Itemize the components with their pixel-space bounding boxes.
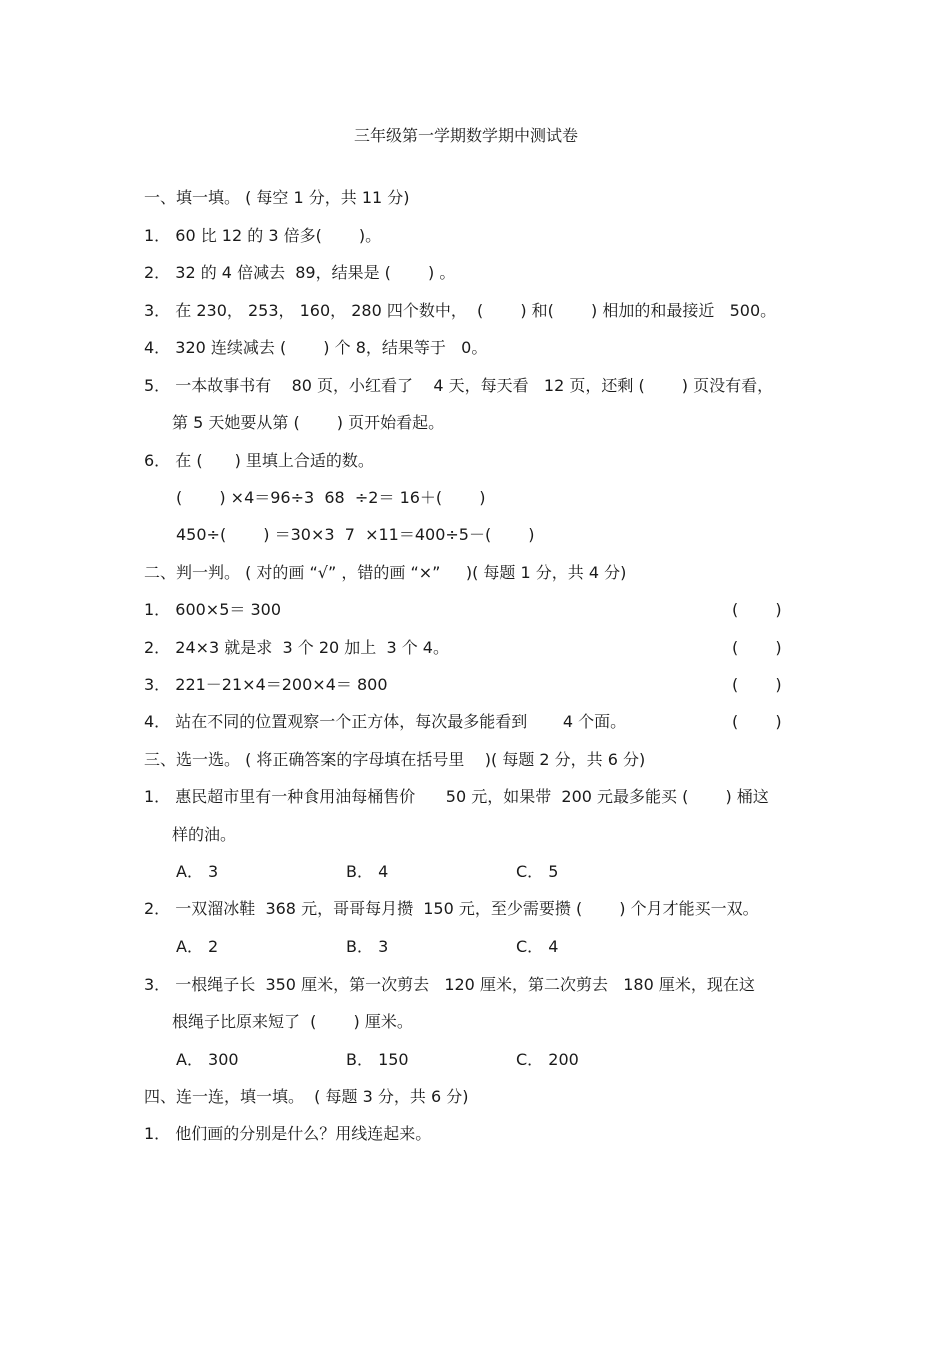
- choice-question-1-line-1: 1． 惠民超市里有一种食用油每桶售价 50 元，如果带 200 元最多能买 ( ) 桶这: [144, 787, 769, 806]
- choice-1-option-a: A． 3: [176, 862, 219, 881]
- choice-question-2: 2． 一双溜冰鞋 368 元，哥哥每月攒 150 元，至少需要攒 ( ) 个月才能买一双。: [144, 899, 759, 918]
- judge-item-2: 2． 24×3 就是求 3 个 20 加上 3 个 4。: [144, 638, 449, 657]
- judge-answer-2: ( ): [732, 638, 782, 657]
- choice-3-option-a: A． 300: [176, 1050, 239, 1069]
- question-1-2: 2． 32 的 4 倍减去 89，结果是 ( ) 。: [144, 263, 456, 282]
- matching-question-1: 1． 他们画的分别是什么？用线连起来。: [144, 1124, 432, 1143]
- question-1-5-line-2: 第 5 天她要从第 ( ) 页开始看起。: [172, 413, 445, 432]
- question-1-3: 3． 在 230， 253， 160， 280 四个数中， ( ) 和( ) 相加的和最接近 500。: [144, 301, 777, 320]
- choice-2-option-a: A． 2: [176, 937, 219, 956]
- choice-question-3-line-1: 3． 一根绳子长 350 厘米，第一次剪去 120 厘米，第二次剪去 180 厘米，现在这: [144, 975, 755, 994]
- judge-item-3: 3． 221－21×4＝200×4＝ 800: [144, 675, 388, 694]
- judge-item-4: 4． 站在不同的位置观察一个正方体，每次最多能看到 4 个面。: [144, 712, 627, 731]
- judge-item-1: 1． 600×5＝ 300: [144, 600, 282, 619]
- section-2-heading: 二、判一判。 ( 对的画 “√” ，错的画 “×” )( 每题 1 分，共 4 分): [144, 563, 627, 582]
- choice-3-option-b: B． 150: [346, 1050, 409, 1069]
- choice-1-option-b: B． 4: [346, 862, 389, 881]
- judge-answer-4: ( ): [732, 712, 782, 731]
- judge-answer-3: ( ): [732, 675, 782, 694]
- question-1-6-row-1: ( ) ×4＝96÷3 68 ÷2＝ 16＋( ): [176, 488, 486, 507]
- question-1-6: 6． 在 ( ) 里填上合适的数。: [144, 451, 374, 470]
- question-1-1: 1． 60 比 12 的 3 倍多( )。: [144, 226, 382, 245]
- section-3-heading: 三、选一选。 ( 将正确答案的字母填在括号里 )( 每题 2 分，共 6 分): [144, 750, 646, 769]
- choice-2-option-c: C． 4: [516, 937, 559, 956]
- judge-answer-1: ( ): [732, 600, 782, 619]
- question-1-5-line-1: 5． 一本故事书有 80 页，小红看了 4 天，每天看 12 页，还剩 ( ) 页没有看，: [144, 376, 774, 395]
- choice-question-3-line-2: 根绳子比原来短了 ( ) 厘米。: [172, 1012, 413, 1031]
- choice-3-option-c: C． 200: [516, 1050, 579, 1069]
- page-title: 三年级第一学期数学期中测试卷: [353, 126, 578, 145]
- choice-2-option-b: B． 3: [346, 937, 389, 956]
- choice-question-1-line-2: 样的油。: [172, 825, 237, 844]
- choice-1-option-c: C． 5: [516, 862, 559, 881]
- section-1-heading: 一、填一填。 ( 每空 1 分，共 11 分): [144, 188, 410, 207]
- section-4-heading: 四、连一连，填一填。 ( 每题 3 分，共 6 分): [144, 1087, 469, 1106]
- question-1-6-row-2: 450÷( ) ＝30×3 7 ×11＝400÷5－( ): [176, 525, 535, 544]
- question-1-4: 4． 320 连续减去 ( ) 个 8，结果等于 0。: [144, 338, 488, 357]
